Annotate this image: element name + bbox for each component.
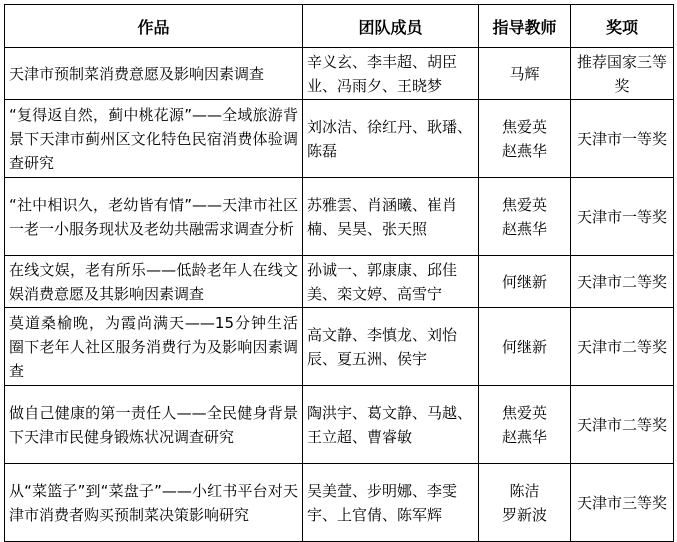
advisor-name: 赵燕华 (501, 219, 547, 238)
advisor-name: 何继新 (501, 272, 547, 291)
advisor-name: 焦爱英 (501, 195, 547, 214)
award-level: 天津市二等奖 (571, 308, 674, 386)
advisor-name: 马辉 (509, 64, 540, 83)
work-title: 做自己健康的第一责任人——全民健身背景下天津市民健身锻炼状况调查研究 (5, 386, 303, 464)
team-members: 刘冰洁、徐红丹、耿璠、陈磊 (303, 100, 479, 178)
advisor-name: 焦爱英 (501, 403, 547, 422)
advisor-cell (479, 178, 571, 256)
advisor-name: 罗新波 (501, 505, 547, 524)
team-members: 苏雅雲、肖涵曦、崔肖楠、吴昊、张天照 (303, 178, 479, 256)
advisor-cell (479, 100, 571, 178)
team-members: 吴美萱、步明娜、李雯宇、上官倩、陈军辉 (303, 464, 479, 542)
award-level: 推荐国家三等奖 (571, 48, 674, 100)
team-members: 辛义玄、李丰超、胡臣业、冯雨夕、王晓梦 (303, 48, 479, 100)
table-row (5, 178, 674, 256)
table-row (5, 256, 674, 308)
team-members: 孙诚一、郭康康、邱佳美、栾文婷、高雪宁 (303, 256, 479, 308)
header-title: 作品 (5, 5, 303, 48)
advisor-name: 何继新 (501, 337, 547, 356)
work-title: 莫道桑榆晚，为霞尚满天——15分钟生活圈下老年人社区服务消费行为及影响因素调查 (5, 308, 303, 386)
award-level: 天津市一等奖 (571, 100, 674, 178)
header-advisor: 指导教师 (479, 5, 571, 48)
award-level: 天津市一等奖 (571, 178, 674, 256)
header-award: 奖项 (571, 5, 674, 48)
header-row (5, 5, 674, 48)
advisor-cell (479, 308, 571, 386)
advisor-name: 赵燕华 (501, 141, 547, 160)
awards-table (4, 4, 674, 542)
work-title: 在线文娱，老有所乐——低龄老年人在线文娱消费意愿及其影响因素调查 (5, 256, 303, 308)
team-members: 高文静、李慎龙、刘怡辰、夏五洲、侯宇 (303, 308, 479, 386)
header-members: 团队成员 (303, 5, 479, 48)
advisor-name: 焦爱英 (501, 117, 547, 136)
work-title: 天津市预制菜消费意愿及影响因素调查 (5, 48, 303, 100)
work-title: “社中相识久，老幼皆有情”——天津市社区一老一小服务现状及老幼共融需求调查分析 (5, 178, 303, 256)
advisor-cell (479, 256, 571, 308)
work-title: 从“菜篮子”到“菜盘子”——小红书平台对天津市消费者购买预制菜决策影响研究 (5, 464, 303, 542)
award-level: 天津市三等奖 (571, 464, 674, 542)
advisor-name: 陈洁 (509, 481, 540, 500)
table-row (5, 386, 674, 464)
table-row (5, 48, 674, 100)
award-level: 天津市二等奖 (571, 386, 674, 464)
award-level: 天津市二等奖 (571, 256, 674, 308)
advisor-cell (479, 386, 571, 464)
table-row (5, 100, 674, 178)
advisor-cell (479, 48, 571, 100)
team-members: 陶洪宇、葛文静、马越、王立超、曹睿敏 (303, 386, 479, 464)
work-title: “复得返自然，蓟中桃花源”——全域旅游背景下天津市蓟州区文化特色民宿消费体验调查研究 (5, 100, 303, 178)
table-row (5, 308, 674, 386)
advisor-name: 赵燕华 (501, 427, 547, 446)
